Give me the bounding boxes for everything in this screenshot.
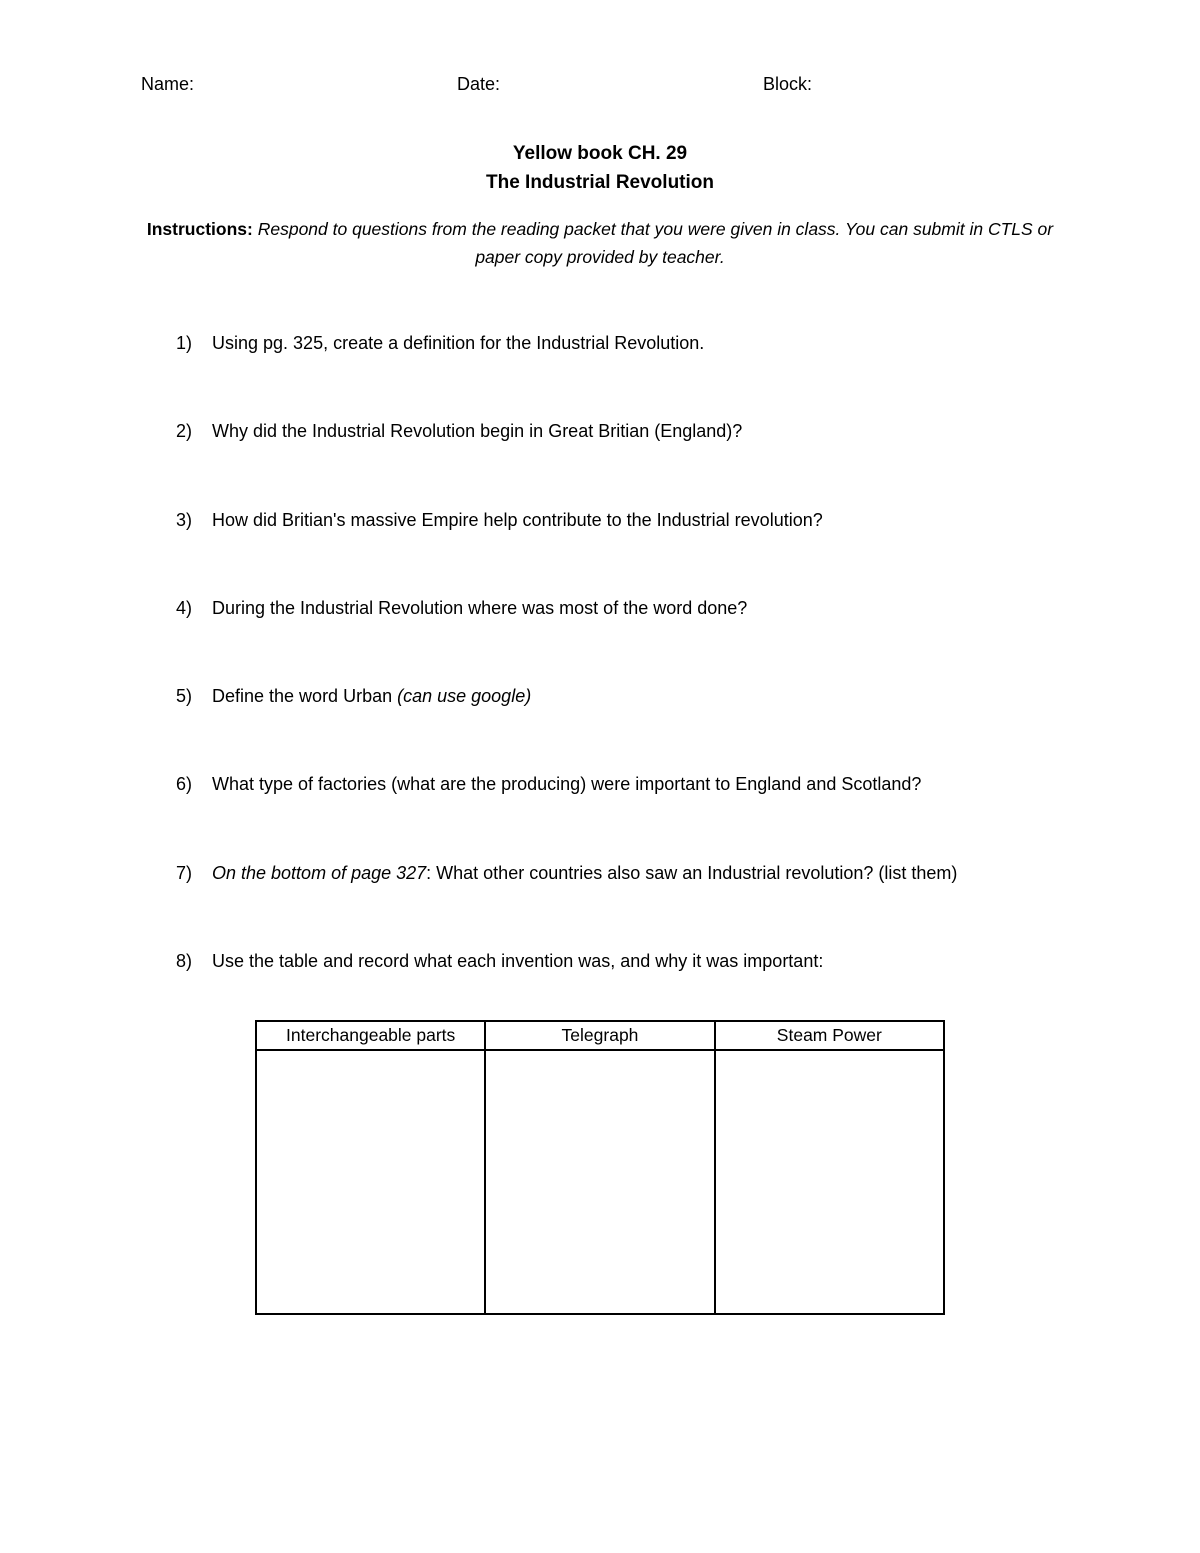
question-number: 8)	[176, 951, 193, 971]
header-interchangeable-parts: Interchangeable parts	[256, 1021, 485, 1050]
answer-cell-steam-power[interactable]	[715, 1050, 944, 1314]
question-number: 5)	[176, 686, 193, 706]
answer-cell-interchangeable-parts[interactable]	[256, 1050, 485, 1314]
question-text: Why did the Industrial Revolution begin in Great Britian (England)?	[212, 421, 743, 441]
name-label: Name:	[141, 74, 195, 94]
worksheet-title: Yellow book CH. 29	[512, 143, 688, 164]
header-telegraph: Telegraph	[485, 1021, 714, 1050]
question-number: 3)	[176, 510, 193, 530]
question-number: 1)	[176, 333, 193, 353]
question-text-main: Define the word Urban	[212, 686, 398, 706]
question-text: Using pg. 325, create a definition for the Industrial Revolution.	[212, 333, 705, 353]
worksheet-subtitle: The Industrial Revolution	[485, 172, 714, 193]
question-text	[212, 863, 957, 884]
question-text-italic: On the bottom of page 327	[212, 863, 427, 883]
question-text-italic: (can use google)	[397, 686, 532, 706]
question-text: During the Industrial Revolution where was most of the word done?	[212, 598, 748, 618]
instructions-body: Respond to questions from the reading packet that you were given in class. You can submit in CTLS or paper copy provided by teacher.	[257, 219, 1054, 267]
question-number: 6)	[176, 774, 193, 794]
answer-cell-telegraph[interactable]	[485, 1050, 714, 1314]
question-text-main: : What other countries also saw an Industrial revolution? (list them)	[426, 863, 958, 883]
inventions-table	[255, 1020, 945, 1315]
question-text	[212, 686, 531, 707]
table-header-row	[256, 1021, 944, 1050]
instructions-lead: Instructions:	[146, 219, 253, 239]
question-number: 2)	[176, 421, 193, 441]
header-steam-power: Steam Power	[715, 1021, 944, 1050]
block-label: Block:	[763, 74, 813, 94]
date-label: Date:	[457, 74, 501, 94]
instructions	[140, 215, 1060, 271]
question-number: 7)	[176, 863, 193, 883]
question-text: Use the table and record what each invention was, and why it was important:	[212, 951, 824, 971]
question-text: What type of factories (what are the producing) were important to England and Scotland?	[212, 774, 922, 794]
question-text: How did Britian's massive Empire help contribute to the Industrial revolution?	[212, 510, 823, 530]
table-row	[256, 1050, 944, 1314]
question-number: 4)	[176, 598, 193, 618]
